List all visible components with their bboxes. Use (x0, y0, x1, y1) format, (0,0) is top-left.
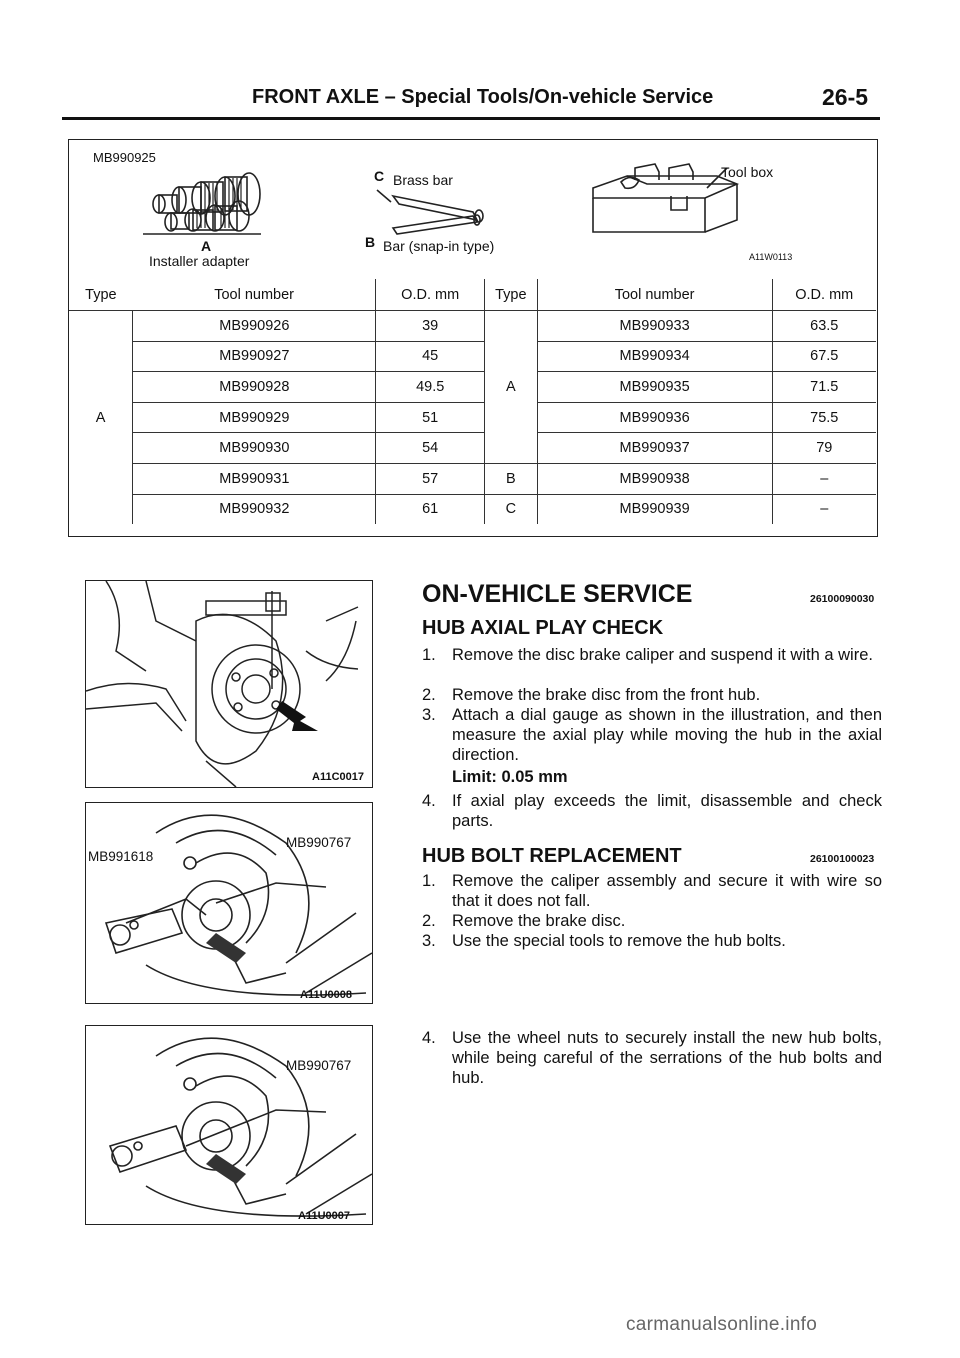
od-cell: 51 (376, 402, 484, 433)
list-item (422, 705, 882, 765)
bars-illustration (369, 186, 499, 236)
tool-number-cell: MB990932 (133, 494, 376, 524)
special-tools-box (68, 139, 878, 537)
od-cell: 39 (376, 311, 484, 342)
list-item (422, 645, 882, 685)
watermark: carmanualsonline.info (626, 1314, 818, 1335)
tool-number-cell: MB990937 (537, 433, 772, 464)
step-number: 2. (422, 686, 436, 704)
col-header-tool-right: Tool number (537, 279, 772, 311)
step-number: 4. (422, 1029, 436, 1047)
od-cell: 75.5 (772, 402, 876, 433)
od-cell: 63.5 (772, 311, 876, 342)
tool-number-cell: MB990929 (133, 402, 376, 433)
special-tools-table (69, 279, 876, 524)
step-number: 3. (422, 932, 436, 950)
step-text: Use the special tools to remove the hub bolts. (452, 932, 786, 950)
od-cell: 79 (772, 433, 876, 464)
snap-in-bar-caption: Bar (snap-in type) (383, 238, 495, 254)
hub-bolt-removal-illustration (86, 803, 372, 1003)
list-item (422, 685, 882, 705)
tool-number-cell: MB990927 (133, 341, 376, 372)
od-cell: 67.5 (772, 341, 876, 372)
od-cell: – (772, 463, 876, 494)
table-row (69, 494, 876, 524)
col-header-od-left: O.D. mm (376, 279, 484, 311)
od-cell: 45 (376, 341, 484, 372)
od-cell: 49.5 (376, 372, 484, 403)
limit-value: Limit: 0.05 mm (452, 768, 568, 786)
tool-number-cell: MB990938 (537, 463, 772, 494)
col-header-od-right: O.D. mm (772, 279, 876, 311)
tool-part-number: MB990925 (93, 150, 156, 165)
callout-right: MB990767 (286, 1058, 352, 1073)
tool-number-cell: MB990930 (133, 433, 376, 464)
type-cell: C (484, 494, 537, 524)
list-item (422, 911, 882, 931)
tools-figure-code: A11W0113 (749, 252, 793, 262)
brass-bar-label: Brass bar (393, 172, 453, 188)
brass-bar-letter: C (374, 168, 385, 184)
tool-number-cell: MB990934 (537, 341, 772, 372)
type-cell-left: A (95, 409, 106, 426)
table-row (69, 463, 876, 494)
hub-bolt-install-figure (85, 1025, 373, 1225)
table-row (69, 402, 876, 433)
col-header-tool-left: Tool number (133, 279, 376, 311)
tool-number-cell: MB990939 (537, 494, 772, 524)
col-header-type-left: Type (69, 279, 133, 311)
table-row (69, 433, 876, 464)
tool-number-cell: MB990936 (537, 402, 772, 433)
callout-right: MB990767 (286, 835, 352, 850)
step-text: Remove the brake disc. (452, 912, 626, 930)
subsection-heading: HUB AXIAL PLAY CHECK (422, 617, 664, 639)
table-row (69, 372, 876, 403)
list-item (422, 931, 882, 951)
tool-box-label: Tool box (721, 164, 774, 180)
step-text: Remove the caliper assembly and secure it with wire so that it does not fall. (452, 872, 882, 910)
table-row (69, 341, 876, 372)
table-row (69, 311, 876, 342)
figure-code: A11C0017 (312, 771, 364, 783)
installer-letter: A (201, 238, 212, 254)
step-number: 1. (422, 872, 436, 890)
step-text: Remove the brake disc from the front hub. (452, 686, 761, 704)
od-cell: 57 (376, 463, 484, 494)
hub-bolt-removal-figure (85, 802, 373, 1004)
step-text: Remove the disc brake caliper and suspend it with a wire. (452, 646, 873, 664)
tool-number-cell: MB990935 (537, 372, 772, 403)
od-cell: – (772, 494, 876, 524)
col-header-type-right: Type (484, 279, 537, 311)
installer-caption: Installer adapter (149, 253, 250, 269)
type-cell: B (484, 463, 537, 494)
installer-adapter-illustration (137, 170, 267, 238)
tool-number-cell: MB990926 (133, 311, 376, 342)
list-item (422, 791, 882, 831)
snap-in-bar-letter: B (365, 234, 376, 250)
step-number: 2. (422, 912, 436, 930)
step-number: 1. (422, 646, 436, 664)
od-cell: 54 (376, 433, 484, 464)
tool-number-cell: MB990931 (133, 463, 376, 494)
list-item (422, 1028, 882, 1088)
subsection-heading: HUB BOLT REPLACEMENT (422, 845, 682, 867)
dial-gauge-illustration (86, 581, 372, 787)
hub-bolt-install-illustration (86, 1026, 372, 1224)
step-text: If axial play exceeds the limit, disassemble and check parts. (452, 792, 882, 830)
header-rule (62, 117, 880, 120)
tool-number-cell: MB990933 (537, 311, 772, 342)
figure-code: A11U0007 (298, 1210, 350, 1222)
page-number: 26-5 (822, 84, 869, 110)
figure-code: A11U0008 (300, 989, 352, 1001)
list-item (422, 871, 882, 911)
callout-left: MB991618 (88, 849, 154, 864)
step-text: Use the wheel nuts to securely install the new hub bolts, while being careful of the serrations of the hub bolts and hub. (452, 1029, 882, 1087)
page-header-title: FRONT AXLE – Special Tools/On-vehicle Service (252, 86, 714, 108)
section-code: 26100100023 (810, 853, 875, 865)
dial-gauge-figure (85, 580, 373, 788)
od-cell: 71.5 (772, 372, 876, 403)
type-cell-right-a: A (484, 311, 537, 464)
step-number: 4. (422, 792, 436, 810)
section-code: 26100090030 (810, 593, 875, 605)
tool-number-cell: MB990928 (133, 372, 376, 403)
section-heading: ON-VEHICLE SERVICE (422, 580, 693, 608)
step-text: Attach a dial gauge as shown in the illustration, and then measure the axial play while moving the hub in the axial direction. (452, 706, 882, 764)
step-number: 3. (422, 706, 436, 724)
od-cell: 61 (376, 494, 484, 524)
